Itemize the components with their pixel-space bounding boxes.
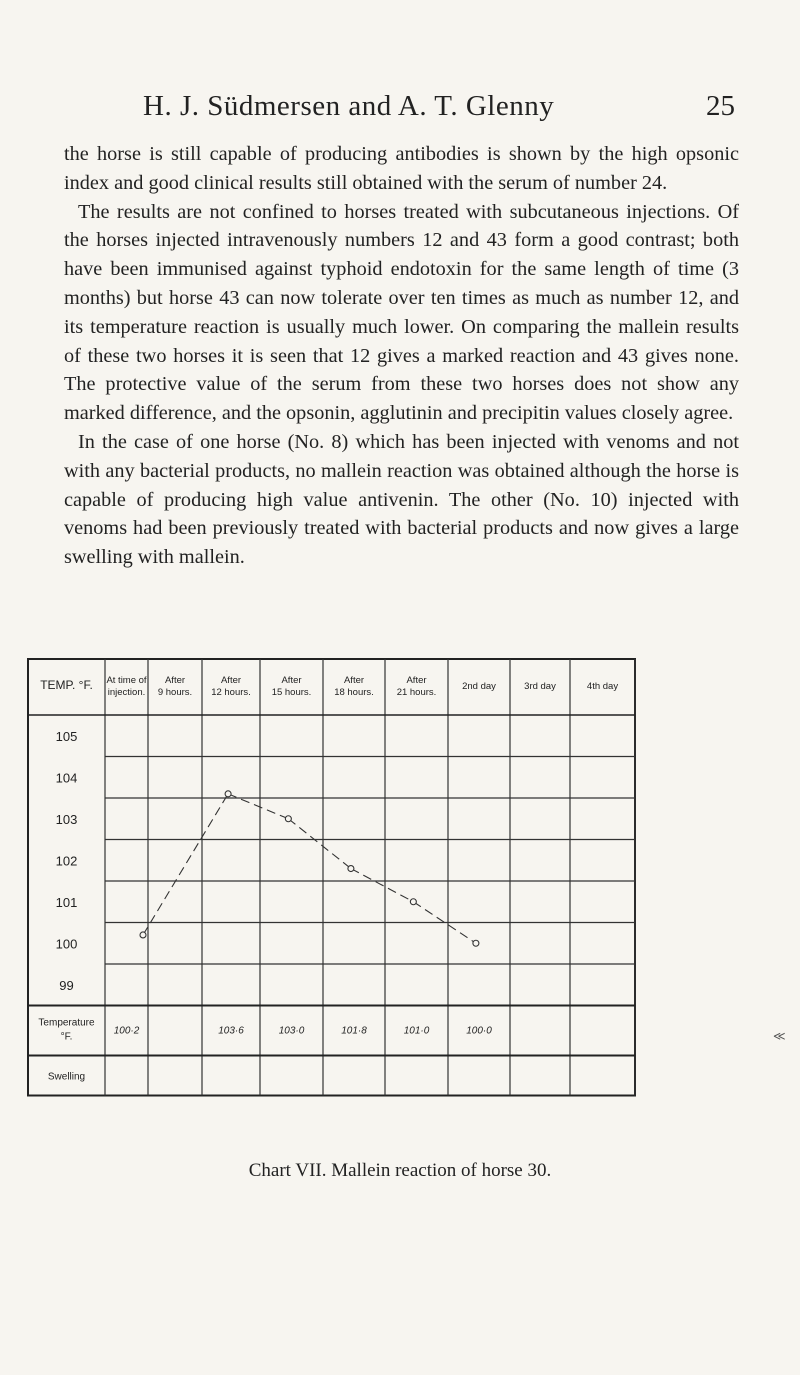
- y-tick-label: 102: [55, 853, 78, 869]
- y-tick-label: 101: [55, 894, 78, 910]
- column-header-label: After: [281, 675, 302, 686]
- paragraph: In the case of one horse (No. 8) which has been injected with venoms and not with any bacterial products, no mallein reaction was obtained although the horse is capable of producing high value antivenin. The other (No. 10) injected with venoms had been previously treated with bacterial products and now gives a large swelling with mallein.: [64, 430, 739, 569]
- series-segment: [351, 869, 413, 902]
- series-segment: [143, 794, 228, 935]
- series-point: [285, 816, 291, 822]
- column-header-label: After: [406, 675, 427, 686]
- y-tick-label: 104: [55, 770, 78, 786]
- column-header-label: 12 hours.: [211, 687, 251, 698]
- swelling-row-label: Swelling: [47, 1071, 86, 1083]
- column-header-label: 4th day: [586, 681, 619, 692]
- series-point: [410, 899, 416, 905]
- column-header-label: 18 hours.: [334, 687, 374, 698]
- chart-svg: [0, 655, 800, 1155]
- column-header-label: 2nd day: [462, 681, 496, 692]
- temperature-value: 103·0: [278, 1025, 305, 1037]
- column-header-label: After: [164, 675, 186, 686]
- column-header-label: 3rd day: [524, 681, 556, 692]
- column-header-label: 21 hours.: [396, 687, 437, 698]
- temperature-value: 100·0: [466, 1025, 492, 1037]
- series-segment: [288, 819, 351, 869]
- y-tick-label: 105: [55, 728, 78, 744]
- margin-mark: ≪: [773, 1029, 786, 1043]
- paragraph: The results are not confined to horses treated with subcutaneous injections. Of the horses injected intravenously numbers 12 and 43 form a good contrast; both have been immunised against typhoid endotoxin for the same length of time (3 months) but horse 43 can now tolerate over ten times as much as number 12, and its temperature reaction is usually much lower. On comparing the mallein results of these two horses it is seen that 12 gives a marked reaction and 43 gives none. The protective value of the serum from these two horses does not show any marked difference, and the opsonin, agglutinin and precipitin values closely agree.: [64, 200, 739, 425]
- column-header-label: After: [343, 675, 365, 686]
- column-header-label: After: [220, 675, 242, 686]
- temperature-value: 101·0: [403, 1025, 430, 1037]
- page-number: 25: [706, 90, 735, 122]
- series-point: [473, 940, 479, 946]
- column-header-label: At time of: [106, 675, 147, 686]
- column-header-label: injection.: [107, 687, 146, 698]
- series-point: [140, 932, 146, 938]
- y-axis-label: TEMP. °F.: [40, 678, 93, 692]
- series-point: [348, 866, 354, 872]
- running-title: H. J. Südmersen and A. T. Glenny: [143, 90, 555, 122]
- column-header-label: 9 hours.: [157, 687, 193, 698]
- column-header-label: 15 hours.: [271, 687, 312, 698]
- chart-caption: Chart VII. Mallein reaction of horse 30.: [248, 1160, 552, 1181]
- y-tick-label: 99: [59, 977, 74, 993]
- temperature-value: 103·6: [218, 1025, 244, 1037]
- running-header: [143, 90, 735, 130]
- y-tick-label: 100: [55, 936, 78, 952]
- paragraph: the horse is still capable of producing antibodies is shown by the high opsonic index and good clinical results still obtained with the serum of number 24.: [64, 143, 739, 194]
- temperature-row-label: °F.: [60, 1031, 73, 1043]
- y-tick-label: 103: [55, 811, 78, 827]
- temperature-row-label: Temperature: [38, 1017, 95, 1029]
- temperature-chart: [0, 655, 800, 1155]
- temperature-value: 101·8: [341, 1025, 367, 1037]
- temperature-value: 100·2: [113, 1025, 140, 1037]
- body-text: [64, 140, 739, 572]
- series-point: [225, 791, 231, 797]
